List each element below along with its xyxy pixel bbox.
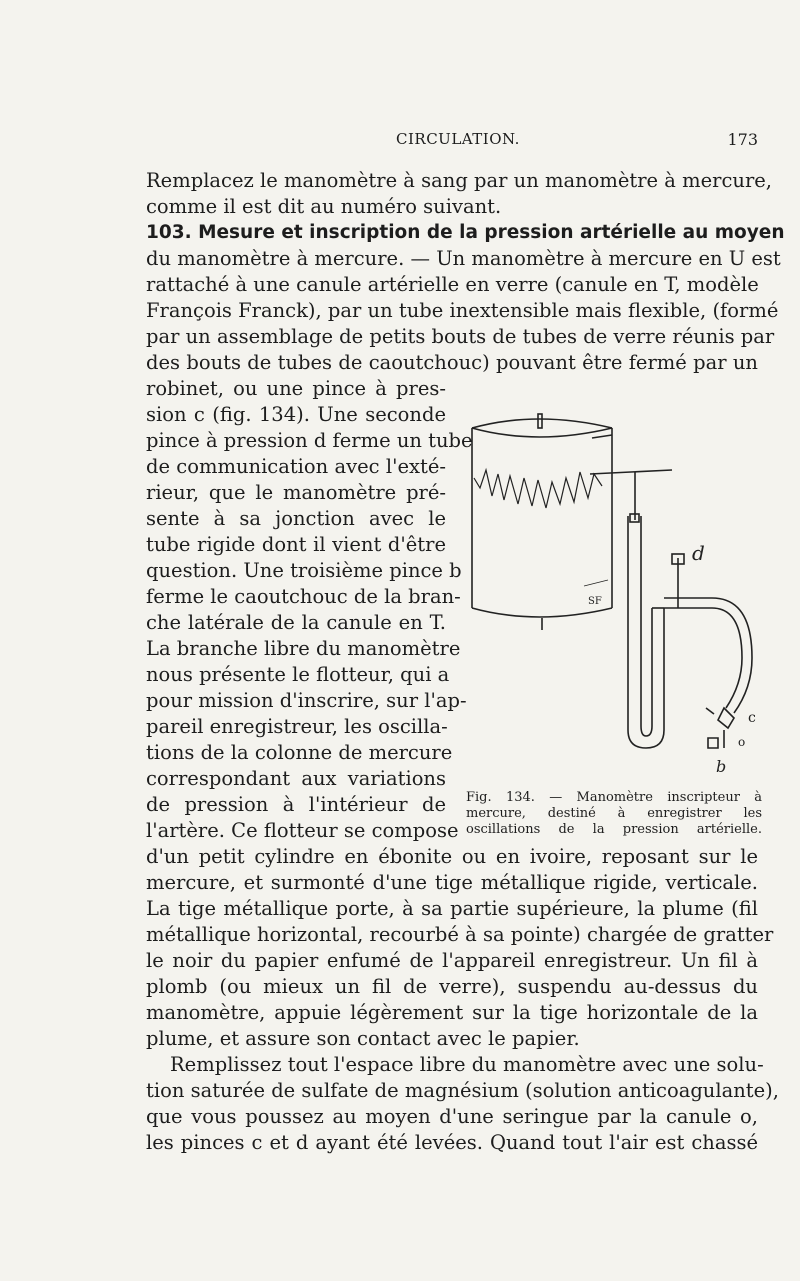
- text-line: pareil enregistreur, les oscilla-: [146, 715, 448, 738]
- pressure-trace: [474, 470, 602, 508]
- running-header: [146, 130, 758, 152]
- text-line: du manomètre à mercure. — Un manomètre à mercure en U est: [146, 247, 781, 270]
- text-line: tube rigide dont il vient d'être: [146, 533, 446, 556]
- text-line: pour mission d'inscrire, sur l'ap-: [146, 689, 467, 712]
- text-line: que vous poussez au moyen d'une seringue par la canule o,: [146, 1105, 758, 1128]
- u-tube-inner: [641, 516, 652, 736]
- text-line: tion saturée de sulfate de magnésium (solution anticoagulante),: [146, 1079, 779, 1102]
- text-line: les pinces c et d ayant été levées. Quand tout l'air est chassé: [146, 1131, 758, 1154]
- text-line: rattaché à une canule artérielle en verre (canule en T, modèle: [146, 273, 759, 296]
- text-line: sente à sa jonction avec le: [146, 507, 446, 530]
- text-line: La branche libre du manomètre: [146, 637, 461, 660]
- text-line: mercure, et surmonté d'une tige métallique rigide, verticale.: [146, 871, 758, 894]
- text-line: tions de la colonne de mercure: [146, 741, 453, 764]
- label-c: c: [748, 710, 756, 726]
- text-line: nous présente le flotteur, qui a: [146, 663, 450, 686]
- text-line: par un assemblage de petits bouts de tubes de verre réunis par: [146, 325, 775, 348]
- text-line: robinet, ou une pince à pres-: [146, 377, 446, 400]
- drum-top-rim: [472, 428, 612, 437]
- page-number: 173: [727, 130, 758, 149]
- text-line: des bouts de tubes de caoutchouc) pouvant être fermé par un: [146, 351, 758, 374]
- caption-line: oscillations de la pression artérielle.: [466, 822, 762, 837]
- text-line: François Franck), par un tube inextensible mais flexible, (formé: [146, 299, 779, 322]
- engraver-signature: SF: [588, 596, 602, 607]
- text-line: de pression à l'intérieur de: [146, 793, 446, 816]
- flexible-tube-inner: [712, 608, 742, 708]
- rotation-arrow: [592, 435, 612, 438]
- caption-line: mercure, destiné à enregistrer les: [466, 806, 762, 821]
- clamp-b: [708, 738, 718, 748]
- text-line: ferme le caoutchouc de la bran-: [146, 585, 461, 608]
- text-line: sion c (fig. 134). Une seconde: [146, 403, 446, 426]
- text-line: de communication avec l'exté-: [146, 455, 446, 478]
- section-heading-line: 103. Mesure et inscription de la pression artérielle au moyen: [146, 222, 785, 243]
- text-line: d'un petit cylindre en ébonite ou en ivoire, reposant sur le: [146, 845, 758, 868]
- text-line: manomètre, appuie légèrement sur la tige horizontale de la: [146, 1001, 758, 1024]
- u-tube-outer: [628, 516, 664, 748]
- drum-bottom-edge: [472, 608, 612, 617]
- text-line: correspondant aux variations: [146, 767, 446, 790]
- flexible-tube-outer: [712, 598, 752, 713]
- writing-pen: [590, 470, 672, 474]
- canula-t: [718, 708, 734, 728]
- text-line: l'artère. Ce flotteur se compose: [146, 819, 459, 842]
- header-title: CIRCULATION.: [396, 130, 520, 148]
- text-line: le noir du papier enfumé de l'appareil enregistreur. Un fil à: [146, 949, 758, 972]
- clamp-c: [706, 708, 714, 714]
- text-line: Remplissez tout l'espace libre du manomètre avec une solu-: [170, 1053, 764, 1076]
- text-line: plomb (ou mieux un fil de verre), suspendu au-dessus du: [146, 975, 758, 998]
- text-line: question. Une troisième pince b: [146, 559, 462, 582]
- manometer-figure: [462, 408, 762, 788]
- label-d: d: [692, 541, 705, 565]
- text-line: Remplacez le manomètre à sang par un manomètre à mercure,: [146, 169, 773, 192]
- label-o: o: [738, 735, 746, 749]
- text-line: comme il est dit au numéro suivant.: [146, 195, 502, 218]
- label-b: b: [716, 757, 727, 776]
- text-line: che latérale de la canule en T.: [146, 611, 446, 634]
- drum-spindle-top: [538, 414, 542, 428]
- text-line: plume, et assure son contact avec le papier.: [146, 1027, 580, 1050]
- figure-caption: [466, 790, 762, 838]
- caption-line: Fig. 134. — Manomètre inscripteur à: [466, 790, 762, 805]
- text-line: métallique horizontal, recourbé à sa pointe) chargée de gratter: [146, 923, 774, 946]
- text-line: La tige métallique porte, à sa partie supérieure, la plume (fil: [146, 897, 758, 920]
- text-line: pince à pression d ferme un tube: [146, 429, 473, 452]
- text-line: rieur, que le manomètre pré-: [146, 481, 446, 504]
